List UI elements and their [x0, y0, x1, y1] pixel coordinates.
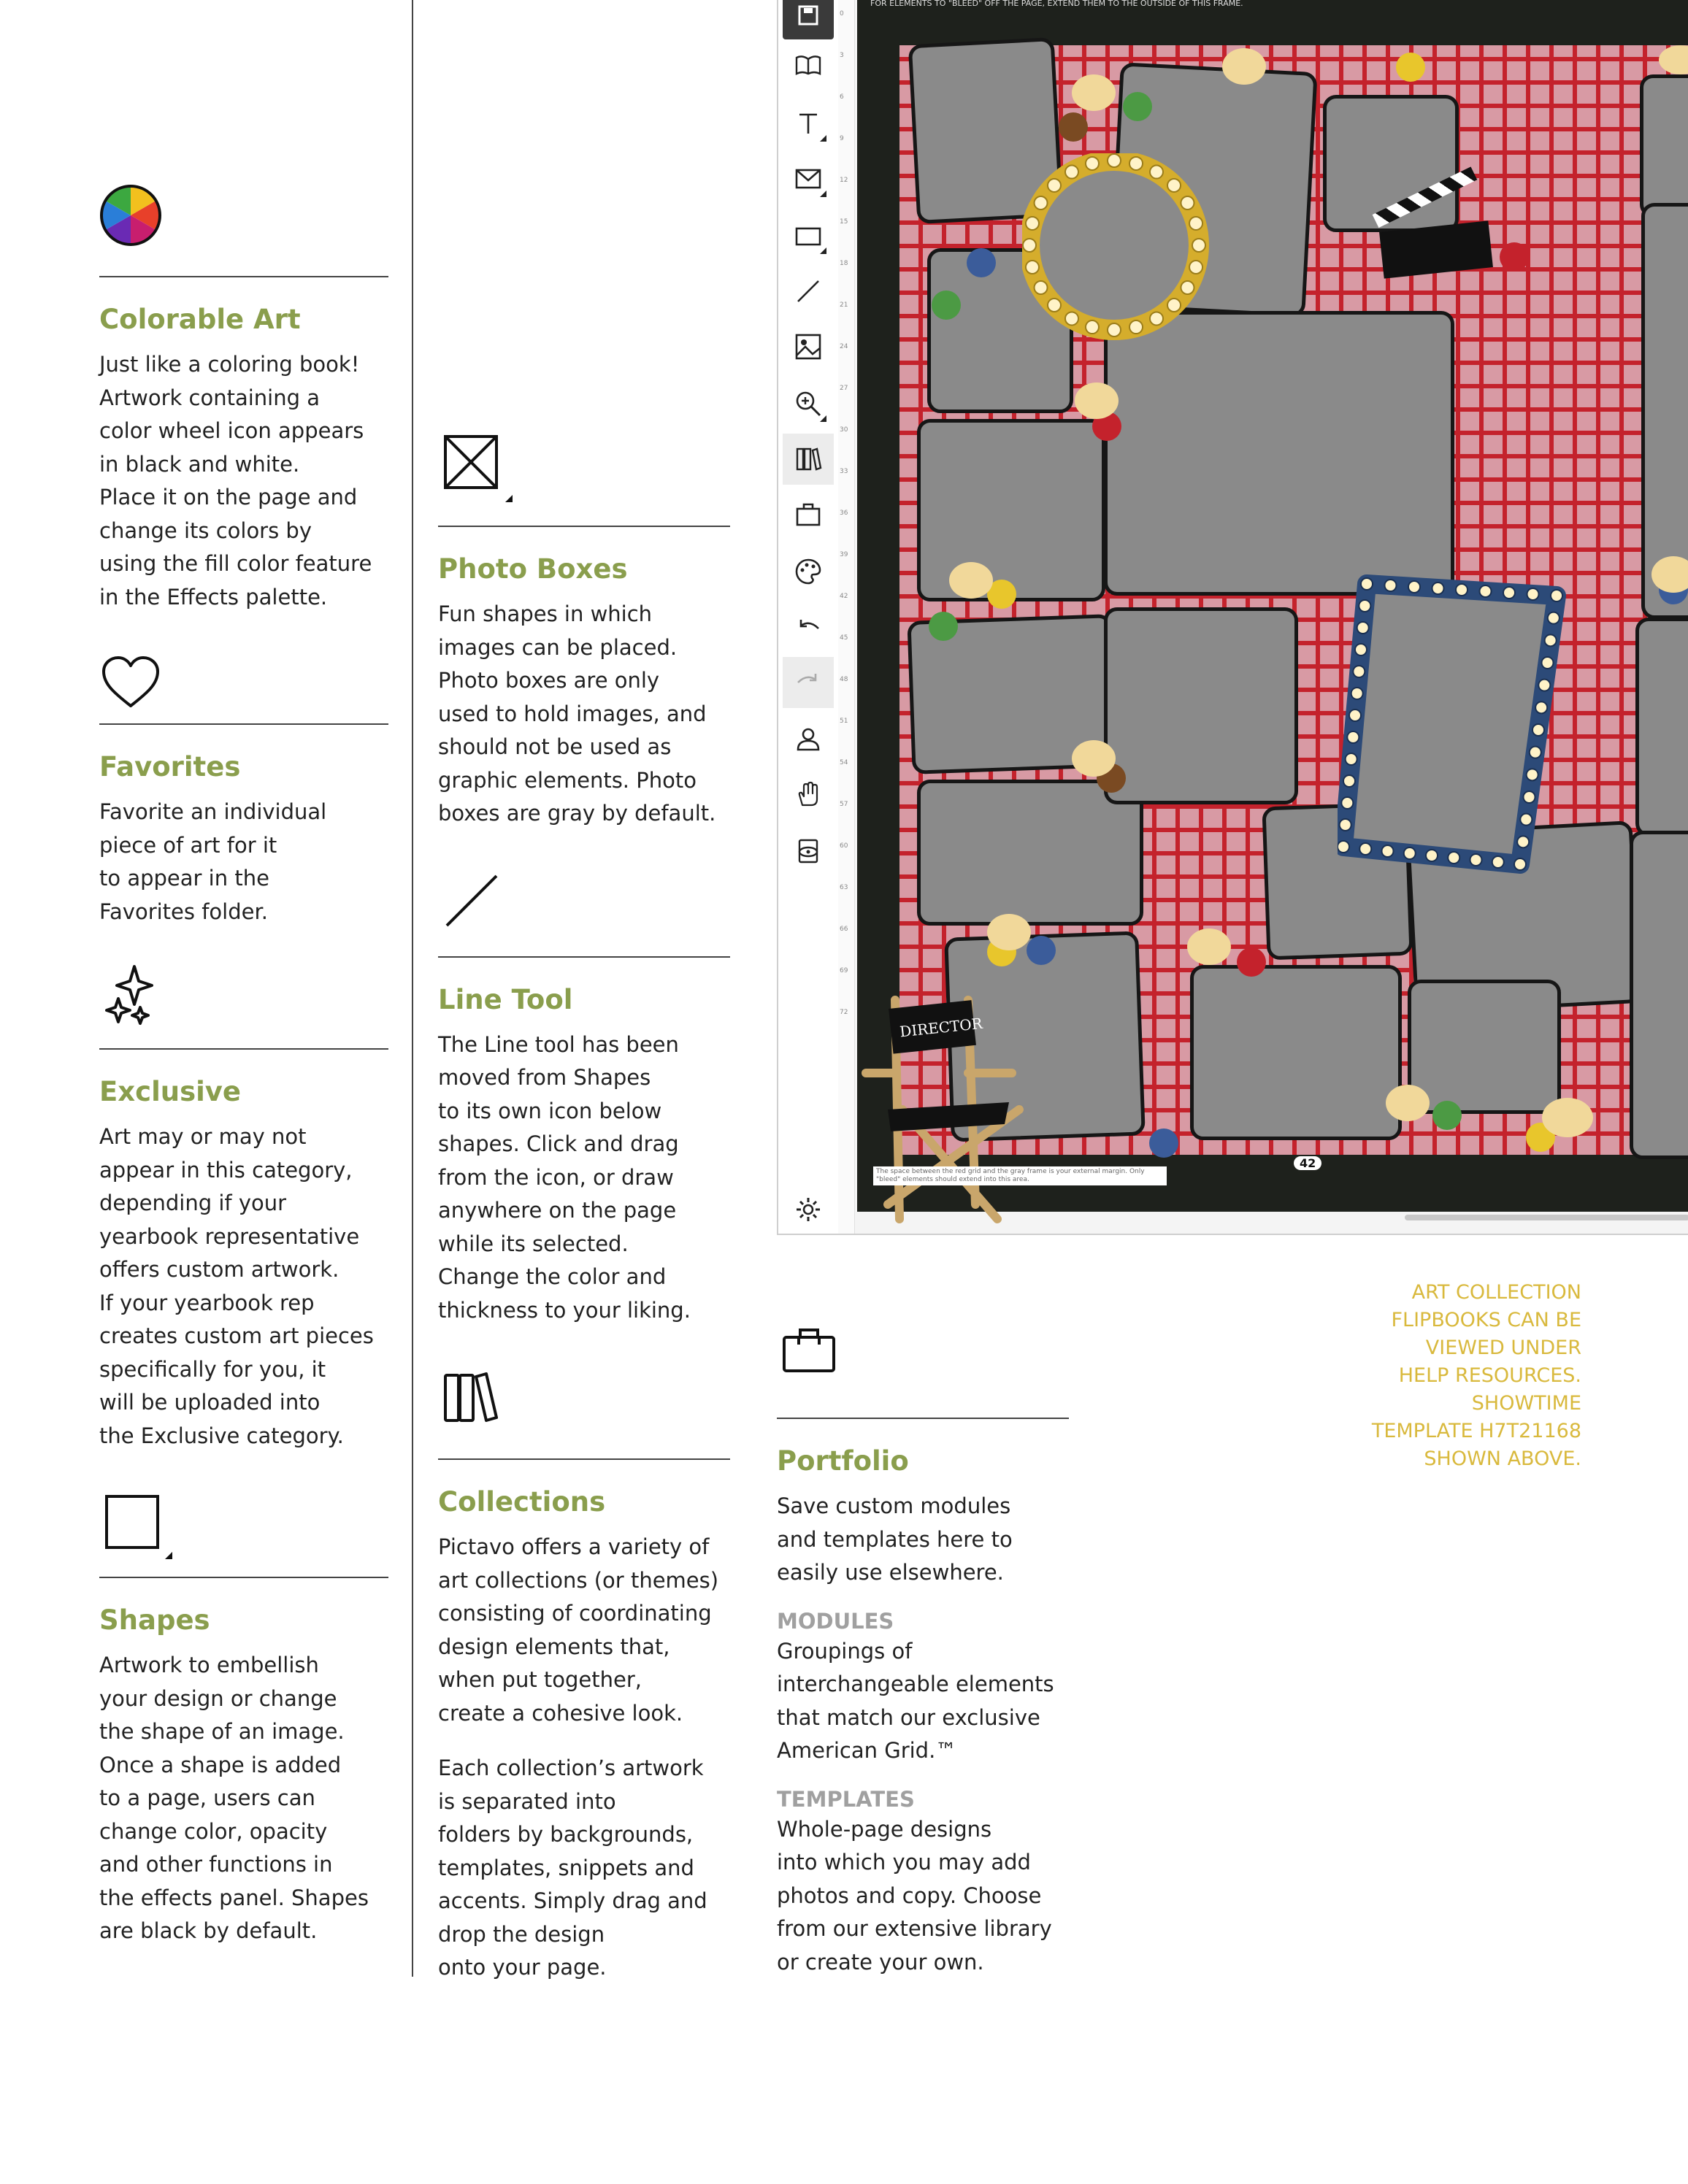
marquee-bulb — [1385, 580, 1397, 591]
ruler-tick-label: 57 — [840, 801, 848, 808]
divider — [438, 1458, 730, 1460]
chair-label: DIRECTOR — [899, 1014, 983, 1041]
color-wheel-icon — [99, 182, 388, 276]
decor-ball — [1500, 242, 1529, 272]
marquee-bulb — [1527, 588, 1539, 600]
undo-icon[interactable] — [783, 603, 834, 654]
marquee-bulb — [1192, 239, 1205, 252]
marquee-bulb — [1340, 819, 1351, 831]
popcorn — [1072, 740, 1116, 777]
margin-notice: The space between the red grid and the gray frame is your external margin. Only "bleed" elements should extend into this area. — [873, 1166, 1167, 1185]
ruler-tick-label: 15 — [840, 218, 848, 226]
marquee-bulb — [1338, 841, 1349, 853]
section-body-collections-2: Each collection’s artwork is separated into folders by backgrounds, templates, snippets and accents. Simply drag and drop the design onto your page. — [438, 1756, 707, 1980]
collections-icon[interactable] — [783, 434, 834, 485]
popcorn — [1222, 48, 1266, 85]
marquee-bulb — [1480, 585, 1492, 597]
marquee-bulb — [1023, 239, 1036, 252]
popcorn — [1542, 1098, 1593, 1137]
photo-box-icon — [438, 428, 730, 526]
photo-box[interactable] — [1104, 311, 1454, 596]
marquee-bulb — [1520, 814, 1532, 826]
ruler-tick-label: 45 — [840, 634, 848, 642]
subsection-title-modules: MODULES — [777, 1608, 894, 1634]
line-tool-icon[interactable] — [783, 266, 834, 317]
section-body-portfolio: Save custom modules and templates here to easily use elsewhere. — [777, 1493, 1013, 1585]
sparkle-icon — [99, 958, 388, 1048]
subsection-title-templates: TEMPLATES — [777, 1786, 915, 1812]
palette-icon[interactable] — [783, 546, 834, 597]
section-title-photo-boxes: Photo Boxes — [438, 553, 628, 585]
marquee-bulb — [1517, 836, 1529, 847]
marquee-bulb — [1353, 666, 1365, 677]
photo-box[interactable] — [917, 419, 1105, 601]
section-body-photo-boxes: Fun shapes in which images can be placed. Photo boxes are only used to hold images, and should not be used as graphic elements. Photo boxes are gray by default. — [438, 601, 716, 826]
photo-box[interactable] — [1630, 831, 1688, 1159]
marquee-bulb — [1492, 856, 1504, 868]
decor-ball — [1027, 936, 1056, 965]
marquee-bulb — [1448, 852, 1459, 864]
line-icon — [438, 860, 730, 956]
photo-box-tool-icon[interactable] — [783, 153, 834, 204]
hand-icon[interactable] — [783, 769, 834, 820]
ruler-tick-label: 36 — [840, 510, 848, 517]
divider — [99, 1577, 388, 1578]
photo-box[interactable] — [1104, 607, 1298, 804]
divider — [99, 723, 388, 725]
ruler-tick-label: 9 — [840, 135, 844, 142]
marquee-bulb — [1035, 196, 1048, 209]
marquee-bulb — [1341, 797, 1353, 809]
column-left — [99, 182, 388, 1948]
decor-ball — [1123, 92, 1152, 121]
marquee-bulb — [1181, 196, 1194, 209]
marquee-bulb — [1357, 622, 1369, 634]
marquee-bulb — [1426, 850, 1438, 861]
marquee-bulb — [1404, 847, 1416, 859]
marquee-bulb — [1347, 731, 1359, 743]
marquee-bulb — [1167, 299, 1181, 312]
marquee-bulb — [1355, 644, 1367, 655]
section-body-exclusive: Art may or may not appear in this category, depending if your yearbook representative offers custom artwork. If your yearbook rep creates custom art pieces specifically for you, it will be uploaded into the Exclusive category. — [99, 1124, 374, 1448]
marquee-bulb — [1530, 747, 1541, 758]
marquee-bulb — [1167, 179, 1181, 192]
marquee-bulb — [1086, 320, 1099, 334]
marquee-bulb — [1503, 587, 1515, 599]
page-number: 42 — [1294, 1156, 1321, 1170]
popcorn — [1386, 1085, 1430, 1121]
marquee-bulb — [1545, 634, 1557, 646]
ruler-tick-label: 51 — [840, 718, 848, 725]
marquee-bulb — [1065, 166, 1078, 179]
ruler-tick-label: 6 — [840, 93, 844, 101]
marquee-bulb — [1359, 600, 1370, 612]
marquee-bulb — [1470, 854, 1482, 866]
photo-box[interactable] — [1408, 980, 1561, 1114]
marquee-bulb — [1551, 590, 1562, 601]
popcorn — [1075, 382, 1119, 419]
marquee-bulb — [1129, 157, 1143, 170]
photo-box[interactable] — [1640, 74, 1688, 218]
divider — [438, 956, 730, 958]
section-body-favorites: Favorite an individual piece of art for it to appear in the Favorites folder. — [99, 799, 327, 924]
marquee-bulb — [1548, 612, 1560, 624]
marquee-bulb — [1408, 581, 1420, 593]
ruler-tick-label: 24 — [840, 343, 848, 350]
marquee-bulb — [1108, 154, 1121, 167]
popcorn — [1072, 74, 1116, 111]
photo-box[interactable] — [1635, 618, 1688, 837]
decor-ball — [1149, 1128, 1178, 1158]
ruler-tick-label: 72 — [840, 1009, 848, 1016]
ruler-tick-label: 0 — [840, 10, 844, 18]
marquee-bulb — [1527, 769, 1538, 780]
marquee-bulb — [1532, 724, 1544, 736]
ruler-tick-label: 60 — [840, 842, 848, 850]
marquee-bulb — [1181, 281, 1194, 294]
marquee-bulb — [1048, 179, 1061, 192]
marquee-bulb — [1349, 710, 1361, 721]
section-title-portfolio: Portfolio — [777, 1445, 909, 1477]
user-icon[interactable] — [783, 714, 834, 765]
column-right — [777, 1312, 1069, 1979]
books-icon — [438, 1356, 730, 1458]
vertical-ruler[interactable] — [838, 0, 855, 1234]
divider — [777, 1418, 1069, 1419]
rectangle-icon[interactable] — [783, 210, 834, 261]
ruler-tick-label: 27 — [840, 385, 848, 392]
marquee-bulb — [1026, 217, 1039, 230]
save-icon[interactable] — [783, 0, 834, 39]
section-title-collections: Collections — [438, 1486, 606, 1518]
section-title-exclusive: Exclusive — [99, 1076, 242, 1107]
marquee-bulb — [1456, 584, 1468, 596]
heart-icon — [99, 643, 388, 723]
settings-icon[interactable] — [783, 1184, 834, 1235]
ruler-tick-label: 66 — [840, 926, 848, 933]
blue-marquee-frame[interactable] — [1338, 565, 1578, 901]
marquee-bulb — [1086, 157, 1099, 170]
marquee-bulb — [1382, 845, 1394, 857]
ruler-tick-label: 18 — [840, 260, 848, 267]
decor-ball — [929, 612, 958, 641]
section-title-colorable-art: Colorable Art — [99, 304, 301, 335]
column-divider — [412, 0, 413, 1977]
marquee-bulb — [1108, 323, 1121, 337]
decor-ball — [1059, 112, 1088, 142]
marquee-bulb — [1361, 578, 1373, 590]
photo-box[interactable] — [1190, 965, 1402, 1140]
book-icon[interactable] — [783, 39, 834, 91]
ruler-tick-label: 42 — [840, 593, 848, 600]
ruler-tick-label: 12 — [840, 177, 848, 184]
decor-ball — [1396, 53, 1425, 82]
ruler-tick-label: 3 — [840, 52, 844, 59]
section-body-colorable-art: Just like a coloring book! Artwork containing a color wheel icon appears in black and white. Place it on the page and change its colors by using the fill color feature in the Effects palette. — [99, 352, 372, 610]
editor-screenshot — [777, 0, 1688, 1235]
zoom-icon[interactable] — [783, 378, 834, 429]
section-title-favorites: Favorites — [99, 751, 241, 783]
gold-marquee-ring[interactable] — [1022, 153, 1212, 343]
marquee-bulb — [1035, 281, 1048, 294]
marquee-bulb — [1065, 312, 1078, 325]
divider — [99, 1048, 388, 1050]
section-body-collections: Pictavo offers a variety of art collections (or themes) consisting of coordinating design elements that, when put together, create a cohesive look. — [438, 1534, 719, 1726]
briefcase-icon — [777, 1312, 1069, 1418]
marquee-bulb — [1538, 680, 1550, 691]
marquee-bulb — [1535, 701, 1547, 713]
marquee-bulb — [1346, 753, 1357, 765]
bleed-notice: FOR ELEMENTS TO "BLEED" OFF THE PAGE, EXTEND THEM TO THE OUTSIDE OF THIS FRAME. — [870, 0, 1243, 8]
decor-ball — [932, 291, 961, 320]
marquee-bulb — [1150, 166, 1163, 179]
ruler-tick-label: 30 — [840, 426, 848, 434]
photo-box[interactable] — [1641, 203, 1688, 619]
popcorn — [949, 562, 993, 599]
subsection-body-templates: Whole-page designs into which you may add photos and copy. Choose from our extensive library or create your own. — [777, 1816, 1052, 1975]
popcorn — [987, 914, 1031, 950]
marquee-bulb — [1542, 657, 1554, 669]
decor-ball — [967, 248, 996, 277]
divider — [99, 276, 388, 277]
section-body-line-tool: The Line tool has been moved from Shapes to its own icon below shapes. Click and drag from the icon, or draw anywhere on the page while its selected. Change the color and thickness to your liking. — [438, 1031, 691, 1323]
preview-icon[interactable] — [783, 826, 834, 877]
square-shape-icon — [99, 1482, 388, 1577]
popcorn — [1659, 45, 1688, 74]
ruler-tick-label: 39 — [840, 551, 848, 558]
marquee-bulb — [1150, 312, 1163, 325]
ruler-tick-label: 21 — [840, 301, 848, 309]
image-icon[interactable] — [783, 321, 834, 372]
decor-ball — [1237, 947, 1266, 977]
subsection-body-modules: Groupings of interchangeable elements that match our exclusive American Grid.™ — [777, 1638, 1054, 1763]
ruler-tick-label: 33 — [840, 468, 848, 475]
portfolio-icon[interactable] — [783, 489, 834, 540]
director-chair — [859, 985, 1034, 1226]
popcorn — [1187, 928, 1231, 965]
marquee-bulb — [1189, 217, 1202, 230]
flipbook-note: ART COLLECTION FLIPBOOKS CAN BE VIEWED UNDER HELP RESOURCES. SHOWTIME TEMPLATE H7T21168 SHOWN ABOVE. — [1371, 1281, 1581, 1470]
ruler-tick-label: 48 — [840, 676, 848, 683]
marquee-bulb — [1189, 261, 1202, 274]
marquee-bulb — [1524, 791, 1535, 803]
marquee-bulb — [1514, 858, 1526, 870]
text-icon[interactable] — [783, 98, 834, 149]
decor-ball — [1432, 1101, 1462, 1130]
editor-toolbar — [778, 0, 839, 1234]
ruler-tick-label: 54 — [840, 759, 848, 766]
ruler-tick-label: 69 — [840, 967, 848, 974]
marquee-bulb — [1351, 688, 1363, 699]
marquee-bulb — [1343, 775, 1355, 787]
ruler-tick-label: 63 — [840, 884, 848, 891]
marquee-bulb — [1129, 320, 1143, 334]
divider — [438, 526, 730, 527]
column-middle — [438, 428, 730, 1985]
redo-icon[interactable] — [783, 657, 834, 708]
marquee-bulb — [1048, 299, 1061, 312]
marquee-bulb — [1026, 261, 1039, 274]
horizontal-scrollbar[interactable] — [1405, 1215, 1688, 1220]
section-title-line-tool: Line Tool — [438, 983, 573, 1015]
section-title-shapes: Shapes — [99, 1604, 210, 1636]
marquee-bulb — [1359, 843, 1371, 855]
section-body-shapes: Artwork to embellish your design or change the shape of an image. Once a shape is added to a page, users can change color, opacity and other functions in the effects panel. Shapes are black by default. — [99, 1653, 369, 1943]
marquee-bulb — [1432, 582, 1444, 594]
